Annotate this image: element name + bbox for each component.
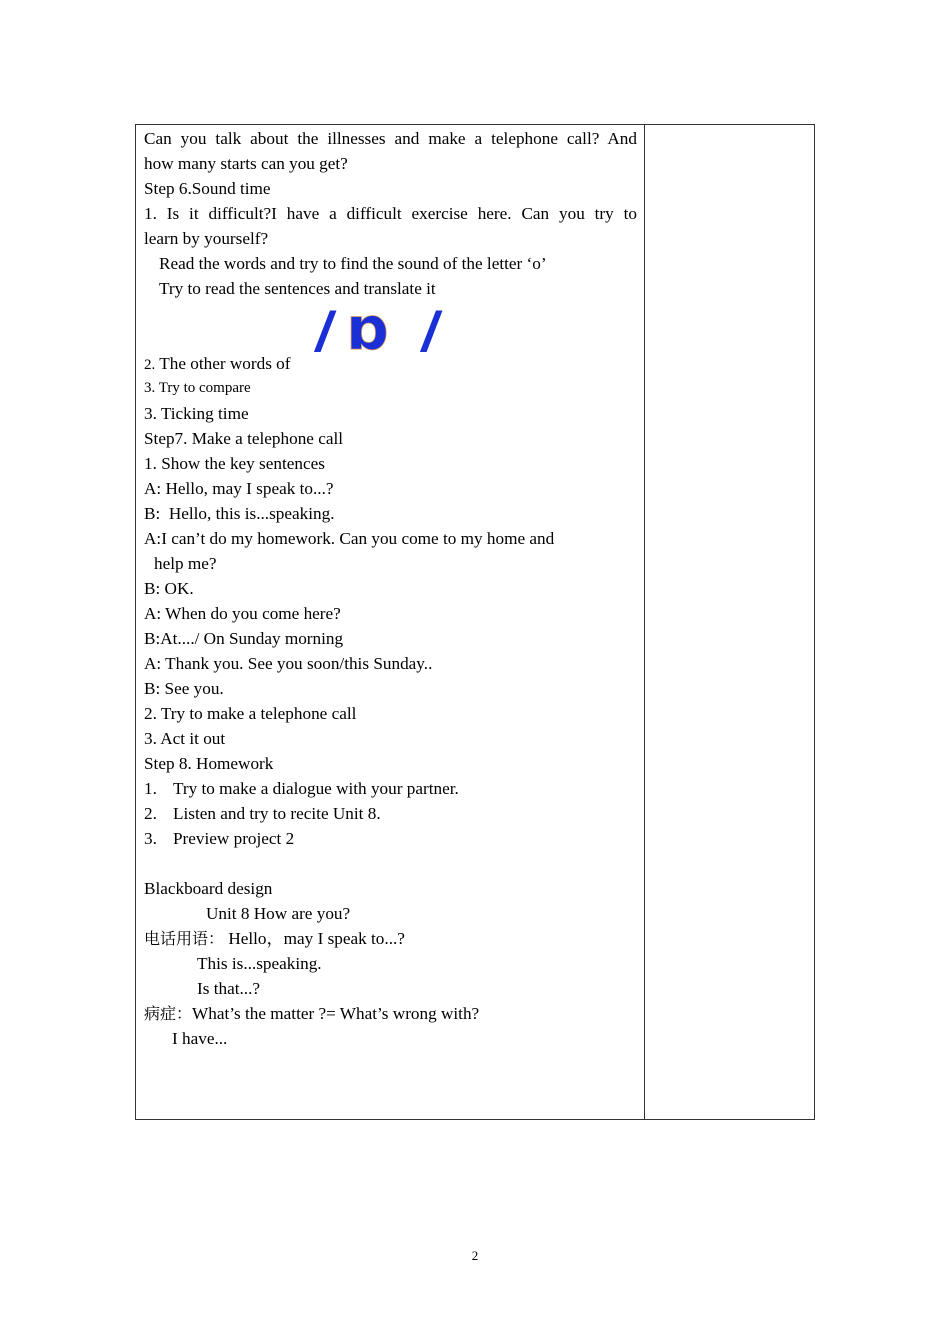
blackboard-text: Hello，may I speak to...? — [224, 929, 405, 948]
text-line: 3. Try to compare — [144, 380, 251, 396]
page-number: 2 — [471, 1248, 479, 1263]
phonetic-slash-right: / — [422, 300, 438, 363]
lesson-content-cell — [136, 125, 645, 1119]
blackboard-text: What’s the matter ?= What’s wrong with? — [192, 1004, 480, 1023]
text-line: Read the words and try to find the sound of the letter ‘o’ — [159, 254, 547, 273]
text-line: 3. Act it out — [144, 729, 226, 748]
text-line: 3. Ticking time — [144, 404, 249, 423]
dialogue-line: B:At..../ On Sunday morning — [144, 629, 344, 648]
homework-item — [144, 801, 637, 826]
dialogue-line: help me? — [154, 554, 217, 573]
dialogue-line: A: Hello, may I speak to...? — [144, 479, 334, 498]
homework-item — [144, 826, 637, 851]
text-line: 1. Is it difficult?I have a difficult exercise here. Can you try to — [144, 204, 637, 223]
phonetic-symbol-image — [314, 297, 454, 367]
homework-text: Preview project 2 — [173, 829, 295, 848]
text-line: 1. Show the key sentences — [144, 454, 325, 473]
blackboard-line: I have... — [172, 1029, 228, 1048]
dialogue-line: A: Thank you. See you soon/this Sunday.. — [144, 654, 433, 673]
step-heading: Step 6.Sound time — [144, 179, 271, 198]
dialogue-line: A:I can’t do my homework. Can you come to my home and — [144, 529, 555, 548]
lesson-content — [144, 126, 637, 1051]
blackboard-title: Blackboard design — [144, 879, 273, 898]
text-fragment: The other words of — [155, 354, 291, 373]
other-words-label — [144, 351, 291, 376]
list-number: 2. — [144, 357, 156, 373]
step-heading: Step7. Make a telephone call — [144, 429, 344, 448]
dialogue-line: A: When do you come here? — [144, 604, 341, 623]
step-heading: Step 8. Homework — [144, 754, 274, 773]
spacer — [144, 851, 637, 876]
blackboard-unit: Unit 8 How are you? — [206, 904, 351, 923]
phonetic-slash-left: / — [316, 300, 332, 363]
dialogue-line: B: OK. — [144, 579, 194, 598]
text-line: Can you talk about the illnesses and make a telephone call? And — [144, 129, 637, 148]
phonetic-symbol: ɒ — [346, 297, 389, 364]
text-line: learn by yourself? — [144, 229, 269, 248]
dialogue-line: B: Hello, this is...speaking. — [144, 504, 335, 523]
blackboard-line — [144, 1001, 637, 1026]
dialogue-line: B: See you. — [144, 679, 224, 698]
text-line: Try to read the sentences and translate it — [159, 279, 436, 298]
notes-cell — [645, 125, 814, 1119]
blackboard-line — [144, 926, 637, 951]
text-line: 2. Try to make a telephone call — [144, 704, 357, 723]
blackboard-line: This is...speaking. — [197, 954, 322, 973]
homework-text: Listen and try to recite Unit 8. — [173, 804, 381, 823]
lesson-plan-table — [135, 124, 815, 1120]
list-number: 1. — [144, 779, 157, 798]
chinese-label: 病症： — [144, 1004, 193, 1023]
text-line: how many starts can you get? — [144, 154, 348, 173]
list-number: 3. — [144, 829, 157, 848]
phonetic-row — [144, 297, 637, 376]
blackboard-line: Is that...? — [197, 979, 261, 998]
chinese-label: 电话用语： — [144, 929, 225, 948]
homework-text: Try to make a dialogue with your partner. — [173, 779, 459, 798]
list-number: 2. — [144, 804, 157, 823]
homework-item — [144, 776, 637, 801]
